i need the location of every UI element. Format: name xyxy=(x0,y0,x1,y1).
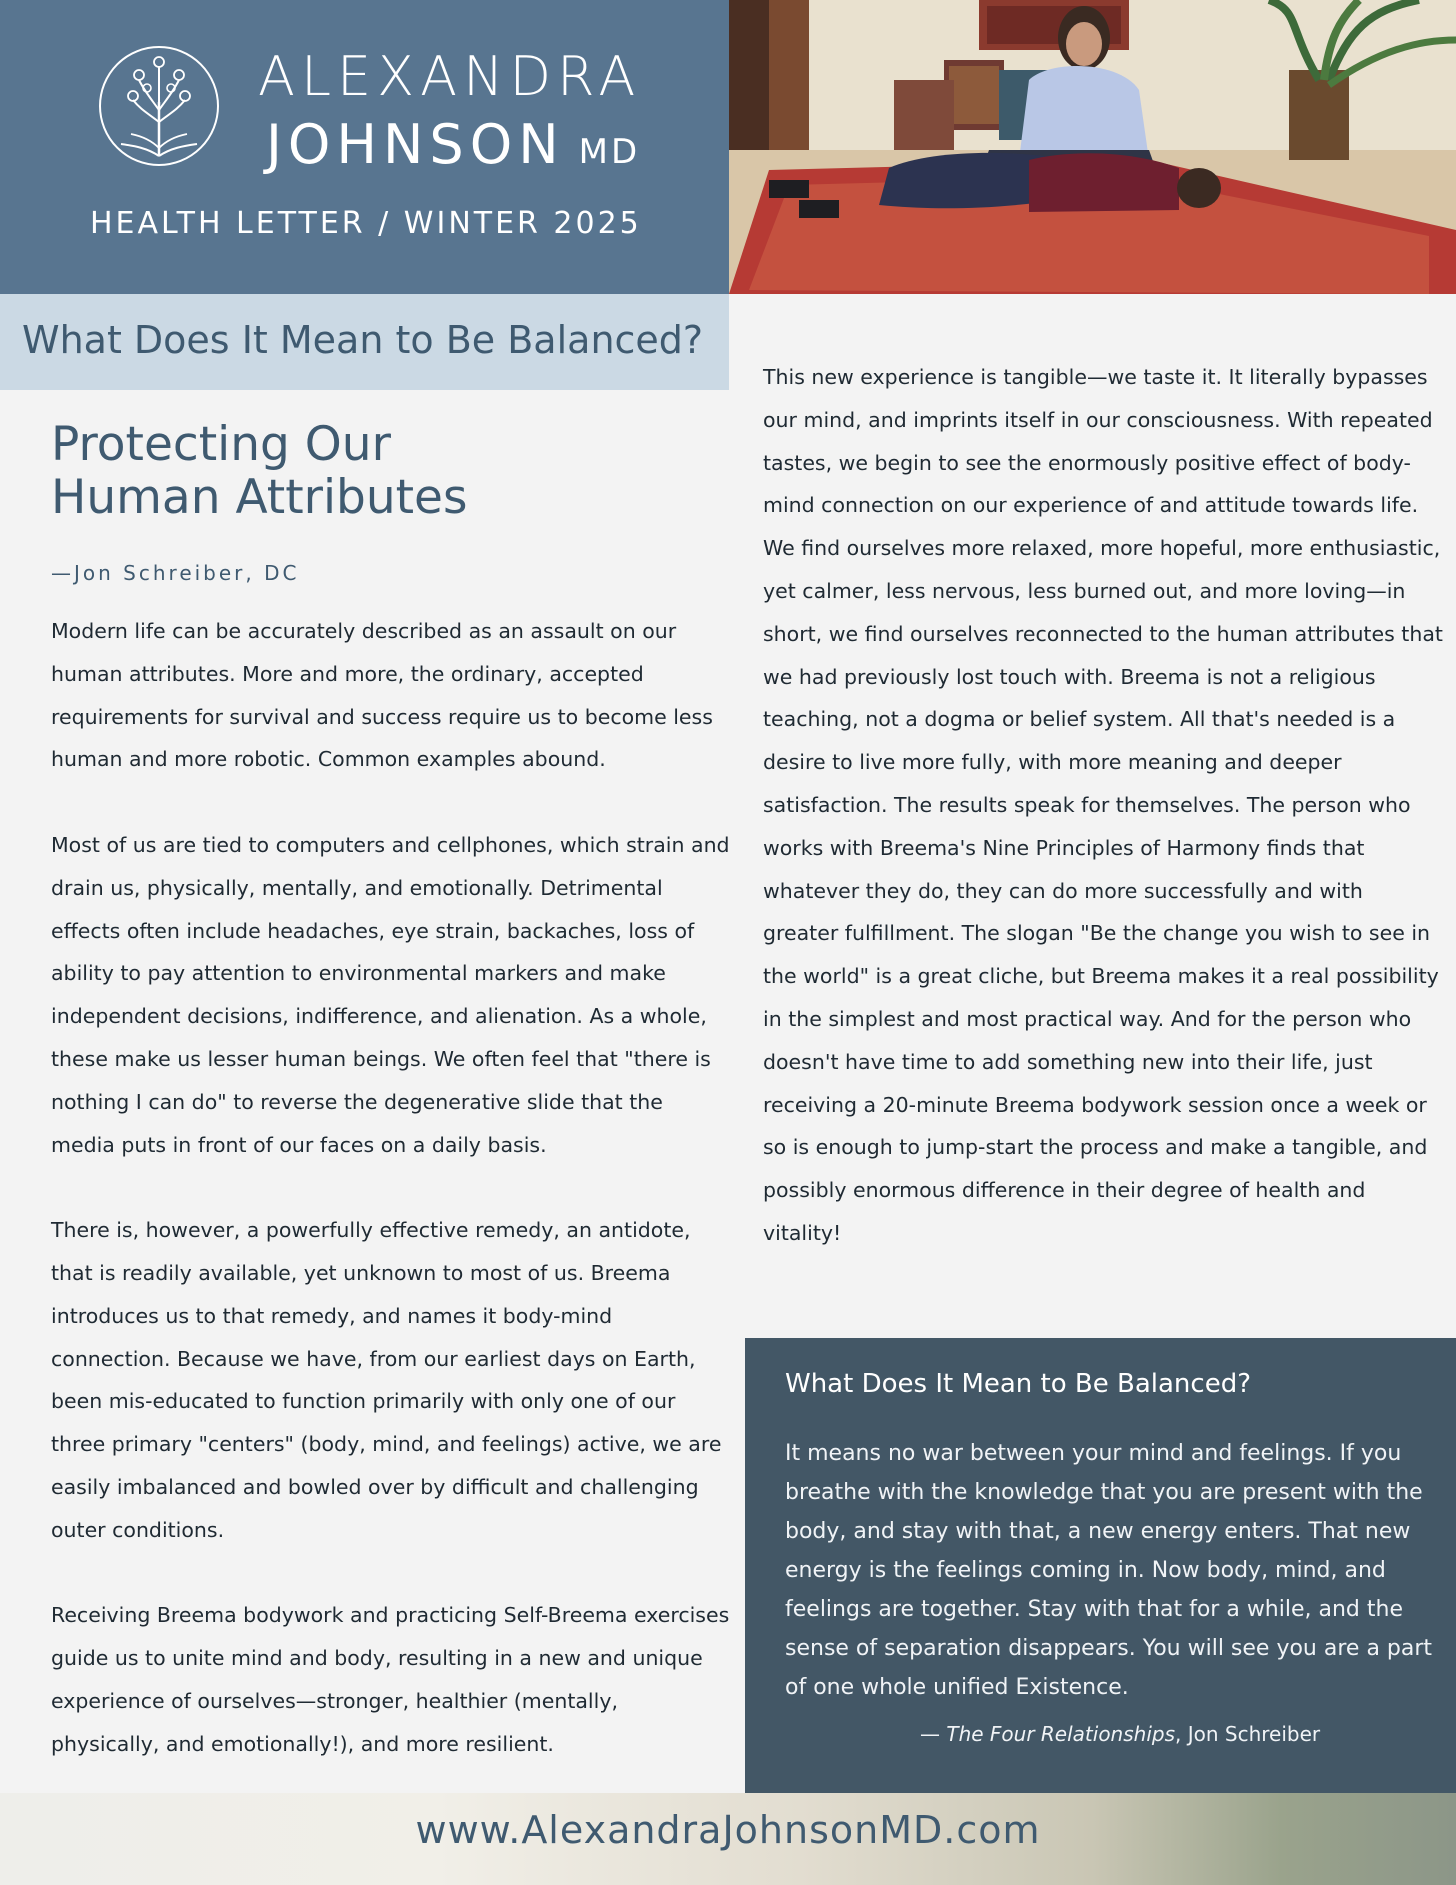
brand-last-name-text: JOHNSON xyxy=(266,113,565,176)
quote-title: What Does It Mean to Be Balanced? xyxy=(785,1369,1252,1399)
quote-cite-author: , Jon Schreiber xyxy=(1175,1722,1321,1746)
article-title xyxy=(51,418,467,524)
article-paragraph: There is, however, a powerfully effective remedy, an antidote, that is readily available, yet unknown to most of us. Breema introduces us to that remedy, and names it body-mind connection. Because we have, from our earliest days on Earth, been mis-educated to function primarily with only one of our three primary "centers" (body, mind, and feelings) active, we are easily imbalanced and bowled over by difficult and challenging outer conditions. xyxy=(51,1218,722,1542)
section-banner-title: What Does It Mean to Be Balanced? xyxy=(22,318,704,362)
quote-cite-dash: — xyxy=(920,1722,947,1746)
brand-name-first: ALEXANDRA xyxy=(258,45,642,108)
article-paragraph: Modern life can be accurately described as an assault on our human attributes. More and more, the ordinary, accepted requirements for survival and success require us to become less human and more robotic. Common examples abound. xyxy=(51,619,713,772)
bodywork-photo xyxy=(729,0,1456,294)
quote-body: It means no war between your mind and feelings. If you breathe with the knowledge that you are present with the body, and stay with that, a new energy enters. That new energy is the feelings coming in. Now body, mind, and feelings are together. Stay with that for a while, and the sense of separation disappears. You will see you are a part of one whole unified Existence. xyxy=(785,1441,1433,1700)
issue-label: HEALTH LETTER / WINTER 2025 xyxy=(90,206,642,241)
article-left-column xyxy=(51,610,731,1808)
bodywork-photo-illustration xyxy=(729,0,1456,294)
article-paragraph: Most of us are tied to computers and cellphones, which strain and drain us, physically, mentally, and emotionally. Detrimental effects often include headaches, eye strain, backaches, loss of ability to pay attention to environmental markers and make independent decisions, indifference, and alienation. As a whole, these make us lesser human beings. We often feel that "there is nothing I can do" to reverse the degenerative slide that the media puts in front of our faces on a daily basis. xyxy=(51,832,730,1157)
article-right-column xyxy=(763,356,1443,1255)
website-link[interactable]: www.AlexandraJohnsonMD.com xyxy=(415,1808,1041,1852)
brand-md-suffix: MD xyxy=(578,132,641,172)
brand-name-last xyxy=(266,113,641,176)
article-byline: —Jon Schreiber, DC xyxy=(51,561,300,585)
quote-citation xyxy=(920,1722,1320,1746)
masthead xyxy=(0,0,729,294)
tree-of-life-logo-icon xyxy=(97,44,221,168)
article-title-line2: Human Attributes xyxy=(51,470,468,525)
quote-cite-book: The Four Relationships xyxy=(946,1722,1176,1746)
article-paragraph: This new experience is tangible—we taste it. It literally bypasses our mind, and imprints itself in our consciousness. With repeated tastes, we begin to see the enormously positive effect of body-mind connection on our experience of and attitude towards life. We find ourselves more relaxed, more hopeful, more enthusiastic, yet calmer, less nervous, less burned out, and more loving—in short, we find ourselves reconnected to the human attributes that we had previously lost touch with. Breema is not a religious teaching, not a dogma or belief system. All that's needed is a desire to live more fully, with more meaning and deeper satisfaction. The results speak for themselves. The person who works with Breema's Nine Principles of Harmony finds that whatever they do, they can do more successfully and with greater fulfillment. The slogan "Be the change you wish to see in the world" is a great cliche, but Breema makes it a real possibility in the simplest and most practical way. And for the person who doesn't have time to add something new into their life, just receiving a 20-minute Breema bodywork session once a week or so is enough to jump-start the process and make a tangible, and possibly enormous difference in their degree of health and vitality! xyxy=(763,365,1443,1245)
article-paragraph: Receiving Breema bodywork and practicing Self-Breema exercises guide us to unite mind and body, resulting in a new and unique experience of ourselves—stronger, healthier (mentally, physically, and emotionally!), and more resilient. xyxy=(51,1603,730,1756)
article-title-line1: Protecting Our xyxy=(51,417,391,472)
quote-box xyxy=(745,1338,1456,1793)
